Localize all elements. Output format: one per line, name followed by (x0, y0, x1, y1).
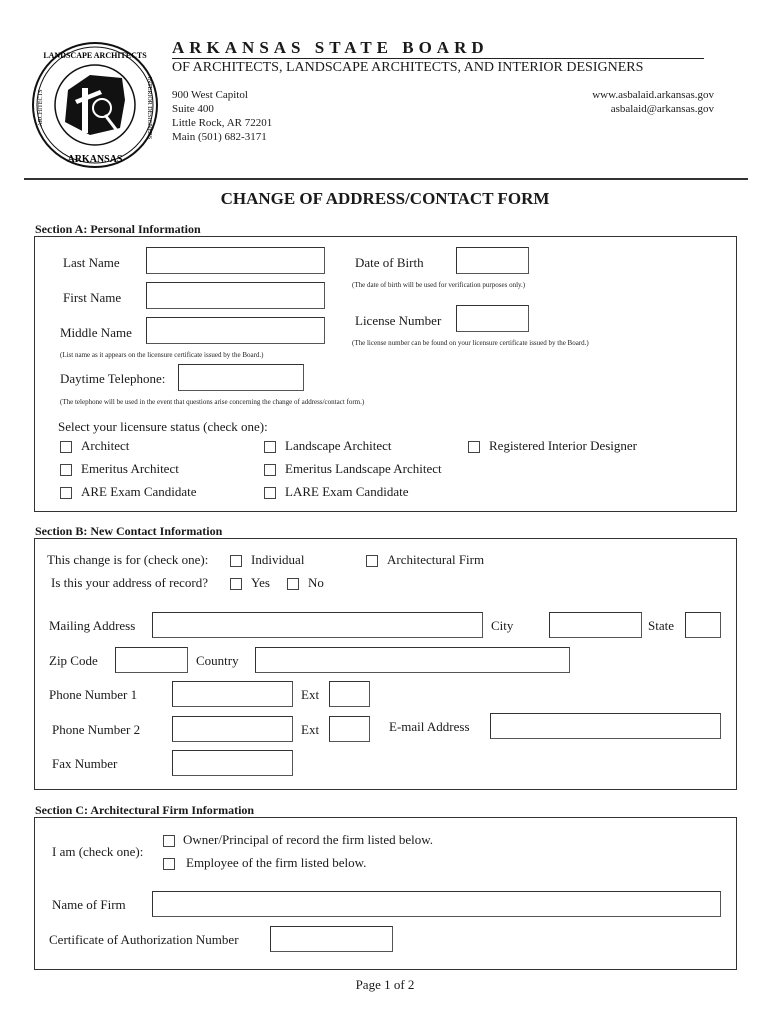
org-title: ARKANSAS STATE BOARD (172, 38, 489, 57)
seal-text-left: ARCHITECTS (38, 89, 44, 127)
board-seal (30, 40, 160, 170)
status-label-are-candidate: ARE Exam Candidate (81, 484, 197, 499)
seal-text-bottom: ARKANSAS (67, 154, 123, 165)
dob-label: Date of Birth (355, 255, 424, 270)
country-field[interactable] (255, 647, 570, 673)
status-label-interior-designer: Registered Interior Designer (489, 438, 638, 453)
mailing-address-field[interactable] (152, 612, 483, 638)
status-checkbox-emeritus-architect[interactable] (60, 464, 72, 476)
address-line: Suite 400 (172, 103, 214, 115)
firm-name-field[interactable] (152, 891, 721, 917)
change-for-label: This change is for (check one): (47, 552, 209, 567)
status-label-architect: Architect (81, 438, 130, 453)
employee-label: Employee of the firm listed below. (186, 855, 367, 870)
status-prompt: Select your licensure status (check one): (58, 419, 268, 434)
city-field[interactable] (549, 612, 642, 638)
phone1-ext-field[interactable] (329, 681, 370, 707)
zip-field[interactable] (115, 647, 188, 673)
phone-note: (The telephone will be used in the event that questions arise concerning the change of address/contact form.) (60, 398, 365, 406)
daytime-phone-field[interactable] (178, 364, 304, 391)
no-checkbox[interactable] (287, 578, 299, 590)
middle-name-field[interactable] (146, 317, 325, 344)
last-name-field[interactable] (146, 247, 325, 274)
phone2-ext-label: Ext (301, 722, 320, 737)
phone2-ext-field[interactable] (329, 716, 370, 742)
firm-label: Architectural Firm (387, 552, 485, 567)
status-label-emeritus-architect: Emeritus Architect (81, 461, 179, 476)
email-link[interactable]: asbalaid@arkansas.gov (610, 103, 714, 115)
status-checkbox-landscape-architect[interactable] (264, 441, 276, 453)
status-checkbox-emeritus-landscape[interactable] (264, 464, 276, 476)
middle-name-label: Middle Name (60, 325, 132, 340)
status-label-landscape-architect: Landscape Architect (285, 438, 392, 453)
section-c-title: Section C: Architectural Firm Information (35, 803, 255, 817)
zip-label: Zip Code (49, 653, 98, 668)
form-title: CHANGE OF ADDRESS/CONTACT FORM (220, 189, 550, 208)
phone2-label: Phone Number 2 (52, 722, 141, 737)
city-label: City (491, 618, 514, 633)
firm-name-label: Name of Firm (52, 897, 126, 912)
yes-checkbox[interactable] (230, 578, 242, 590)
coa-label: Certificate of Authorization Number (49, 932, 239, 947)
org-subtitle: OF ARCHITECTS, LANDSCAPE ARCHITECTS, AND INTERIOR DESIGNERS (172, 60, 644, 75)
section-a-title: Section A: Personal Information (35, 222, 201, 236)
status-checkbox-are-candidate[interactable] (60, 487, 72, 499)
header-rule (172, 58, 704, 59)
license-field[interactable] (456, 305, 529, 332)
status-checkbox-architect[interactable] (60, 441, 72, 453)
address-of-record-label: Is this your address of record? (51, 575, 209, 590)
address-line: 900 West Capitol (172, 89, 248, 101)
individual-checkbox[interactable] (230, 555, 242, 567)
status-label-lare-candidate: LARE Exam Candidate (285, 484, 409, 499)
status-checkbox-interior-designer[interactable] (468, 441, 480, 453)
dob-field[interactable] (456, 247, 529, 274)
seal-text-right: INTERIOR DESIGNERS (146, 76, 152, 140)
owner-label: Owner/Principal of record the firm listed below. (183, 832, 434, 847)
phone1-label: Phone Number 1 (49, 687, 138, 702)
iam-label: I am (check one): (52, 844, 144, 859)
phone1-ext-label: Ext (301, 687, 320, 702)
contact-block (592, 88, 714, 116)
address-line: Little Rock, AR 72201 (172, 117, 273, 129)
employee-checkbox[interactable] (163, 858, 175, 870)
first-name-label: First Name (63, 290, 122, 305)
section-b-title: Section B: New Contact Information (35, 524, 223, 538)
phone1-field[interactable] (172, 681, 293, 707)
header-divider (24, 178, 748, 180)
email-field[interactable] (490, 713, 721, 739)
mailing-address-label: Mailing Address (49, 618, 136, 633)
country-label: Country (196, 653, 239, 668)
fax-field[interactable] (172, 750, 293, 776)
license-label: License Number (355, 313, 442, 328)
first-name-field[interactable] (146, 282, 325, 309)
website-link[interactable]: www.asbalaid.arkansas.gov (592, 89, 714, 101)
address-line: Main (501) 682-3171 (172, 131, 267, 143)
seal-text-top: LANDSCAPE ARCHITECTS (43, 51, 147, 60)
fax-label: Fax Number (52, 756, 118, 771)
individual-label: Individual (251, 552, 305, 567)
status-label-emeritus-landscape: Emeritus Landscape Architect (285, 461, 442, 476)
email-label: E-mail Address (389, 719, 470, 734)
firm-checkbox[interactable] (366, 555, 378, 567)
phone2-field[interactable] (172, 716, 293, 742)
status-checkbox-lare-candidate[interactable] (264, 487, 276, 499)
daytime-phone-label: Daytime Telephone: (60, 371, 166, 386)
address-block (172, 88, 272, 144)
no-label: No (308, 575, 324, 590)
name-note: (List name as it appears on the licensure certificate issued by the Board.) (60, 351, 264, 359)
page-number: Page 1 of 2 (355, 977, 415, 992)
state-label: State (648, 618, 674, 633)
dob-note: (The date of birth will be used for verification purposes only.) (352, 281, 526, 289)
last-name-label: Last Name (63, 255, 120, 270)
owner-checkbox[interactable] (163, 835, 175, 847)
state-field[interactable] (685, 612, 721, 638)
yes-label: Yes (251, 575, 270, 590)
coa-field[interactable] (270, 926, 393, 952)
license-note: (The license number can be found on your licensure certificate issued by the Board.) (352, 339, 589, 347)
